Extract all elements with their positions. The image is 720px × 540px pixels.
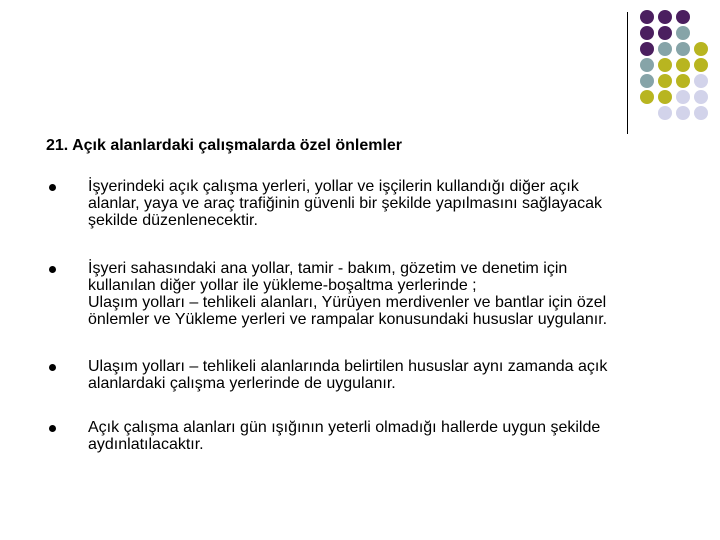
bullet-line: şekilde düzenlenecektir. [88, 212, 258, 229]
decorative-dot [658, 42, 672, 56]
decorative-dot [640, 10, 654, 24]
bullet-line: İşyeri sahasındaki ana yollar, tamir - bakım, gözetim ve denetim için [88, 260, 568, 277]
bullet-line: alanlar, yaya ve araç trafiğinin güvenli bir şekilde yapılmasını sağlayacak [88, 195, 603, 212]
decorative-dot [640, 74, 654, 88]
decorative-dot [658, 58, 672, 72]
decorative-dot [676, 42, 690, 56]
decorative-dot [694, 106, 708, 120]
decorative-dot [658, 106, 672, 120]
decorative-dot [694, 90, 708, 104]
bullet-line: Ulaşım yolları – tehlikeli alanları, Yürüyen merdivenler ve bantlar için özel [88, 294, 607, 311]
bullet-line: önlemler ve Yükleme yerleri ve rampalar konusundaki hususlar uygulanır. [88, 311, 608, 328]
decorative-dot-grid [0, 0, 720, 140]
decorative-dot [658, 90, 672, 104]
bullet-line: Ulaşım yolları – tehlikeli alanlarında belirtilen hususlar aynı zamanda açık [88, 358, 608, 375]
decorative-dot [676, 58, 690, 72]
decorative-dot [694, 42, 708, 56]
decorative-dot [658, 10, 672, 24]
bullet-icon [49, 364, 56, 371]
decorative-dot [676, 90, 690, 104]
bullet-icon [49, 266, 56, 273]
bullet-line: aydınlatılacaktır. [88, 436, 204, 453]
bullet-item [48, 178, 602, 229]
decorative-dot [658, 26, 672, 40]
decorative-dot [658, 74, 672, 88]
decorative-dot [676, 26, 690, 40]
decorative-dot [640, 58, 654, 72]
bullet-line: kullanılan diğer yollar ile yükleme-boşaltma yerlerinde ; [88, 277, 477, 294]
decorative-dot [640, 90, 654, 104]
bullet-item [48, 260, 607, 328]
divider-line [627, 12, 628, 134]
decorative-dot [676, 74, 690, 88]
decorative-dot [694, 74, 708, 88]
bullet-icon [49, 184, 56, 191]
bullet-line: Açık çalışma alanları gün ışığının yeterli olmadığı hallerde uygun şekilde [88, 419, 601, 436]
decorative-dot [676, 10, 690, 24]
slide-title: 21. Açık alanlardaki çalışmalarda özel önlemler [46, 137, 403, 154]
decorative-dot [640, 26, 654, 40]
decorative-dot [694, 58, 708, 72]
bullet-icon [49, 425, 56, 432]
bullet-item [48, 419, 600, 453]
decorative-dot [676, 106, 690, 120]
bullet-item [48, 358, 607, 392]
bullet-line: İşyerindeki açık çalışma yerleri, yollar ve işçilerin kullandığı diğer açık [88, 178, 579, 195]
decorative-dot [640, 42, 654, 56]
bullet-line: alanlardaki çalışma yerlerinde de uygulanır. [88, 375, 396, 392]
